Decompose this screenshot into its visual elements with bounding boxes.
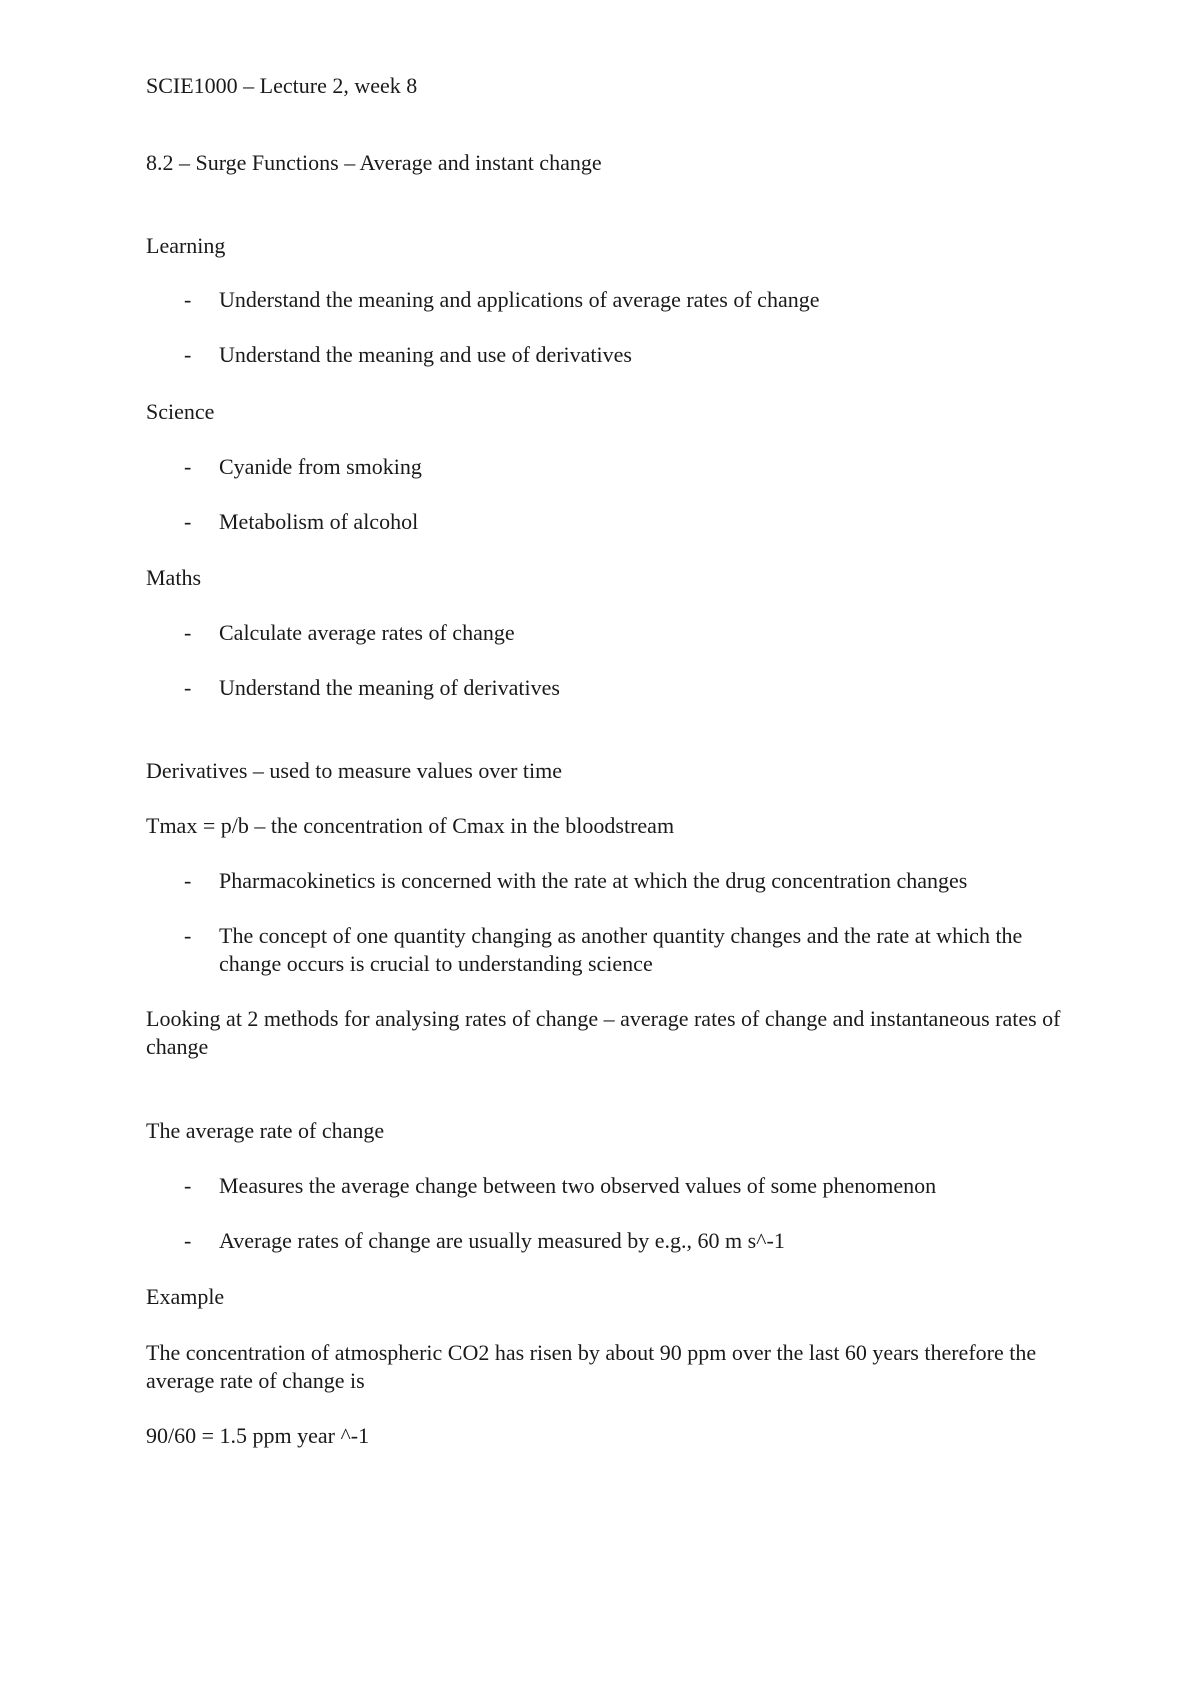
section-title: 8.2 – Surge Functions – Average and instant change — [146, 150, 602, 175]
average-rate-heading: The average rate of change — [146, 1118, 385, 1143]
maths-heading: Maths — [146, 565, 201, 590]
list-item-text: The concept of one quantity changing as another quantity changes and the rate at which the change occurs is crucial to understanding science — [219, 923, 1023, 976]
bullet-dash: - — [184, 1173, 192, 1198]
bullet-dash: - — [184, 509, 192, 534]
tmax-line: Tmax = p/b – the concentration of Cmax in the bloodstream — [146, 813, 675, 838]
document-header: SCIE1000 – Lecture 2, week 8 — [146, 73, 418, 98]
science-heading: Science — [146, 399, 215, 424]
list-item-text: Understand the meaning and use of derivatives — [219, 342, 632, 367]
example-formula: 90/60 = 1.5 ppm year ^-1 — [146, 1423, 370, 1448]
list-item-text: Metabolism of alcohol — [219, 509, 419, 534]
learning-heading: Learning — [146, 233, 226, 258]
bullet-dash: - — [184, 675, 192, 700]
list-item-text: Pharmacokinetics is concerned with the rate at which the drug concentration changes — [219, 868, 968, 893]
example-heading: Example — [146, 1284, 225, 1309]
methods-paragraph: Looking at 2 methods for analysing rates of change – average rates of change and instantaneous rates of change — [146, 1006, 1061, 1059]
bullet-dash: - — [184, 454, 192, 479]
bullet-dash: - — [184, 287, 192, 312]
list-item-text: Average rates of change are usually measured by e.g., 60 m s^-1 — [219, 1228, 785, 1253]
bullet-dash: - — [184, 620, 192, 645]
example-paragraph: The concentration of atmospheric CO2 has risen by about 90 ppm over the last 60 years therefore the average rate of change is — [146, 1340, 1037, 1393]
bullet-dash: - — [184, 868, 192, 893]
list-item-text: Cyanide from smoking — [219, 454, 422, 479]
bullet-dash: - — [184, 342, 192, 367]
list-item-text: Understand the meaning of derivatives — [219, 675, 560, 700]
list-item-text: Measures the average change between two observed values of some phenomenon — [219, 1173, 937, 1198]
bullet-dash: - — [184, 923, 192, 948]
list-item-text: Calculate average rates of change — [219, 620, 515, 645]
derivatives-line: Derivatives – used to measure values over time — [146, 758, 563, 783]
list-item-text: Understand the meaning and applications of average rates of change — [219, 287, 820, 312]
bullet-dash: - — [184, 1228, 192, 1253]
